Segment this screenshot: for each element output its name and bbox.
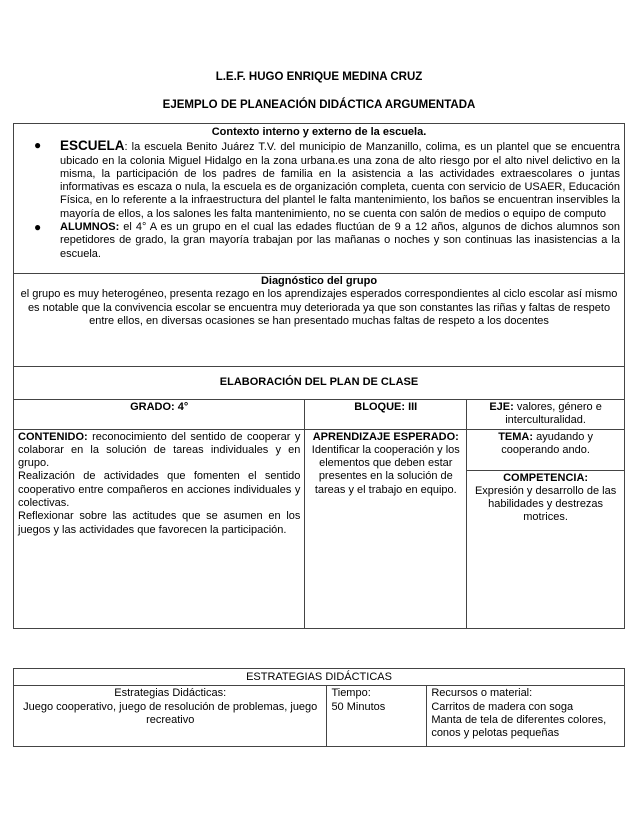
time-cell <box>327 686 427 747</box>
diagnosis-text: el grupo es muy heterogéneo, presenta rezago en los aprendizajes esperados correspondientes al ciclo escolar así mismo es notable que la convivencia escolar se encuentra muy deteriorada ya que son constantes las riñas y faltas de respeto entre ellos, en diversas ocasiones se han presentado muchas faltas de respeto a los docentes <box>20 288 618 327</box>
resources-title: Recursos o material: <box>431 687 533 700</box>
theme-text: ayudando y cooperando ando. <box>501 430 593 456</box>
diagnosis-title: Diagnóstico del grupo <box>260 275 378 287</box>
bullet-icon: ● <box>34 220 42 235</box>
content-paragraph-2: Realización de actividades que fomenten el sentido cooperativo entre compañeros en acciones individuales y colectivas. <box>18 470 301 510</box>
diagnosis-row <box>14 274 625 367</box>
competence-title: COMPETENCIA: <box>503 471 589 484</box>
strategies-table <box>13 668 625 747</box>
learning-title: APRENDIZAJE ESPERADO: <box>312 430 459 443</box>
students-label: ALUMNOS: <box>60 221 120 234</box>
plan-title: ELABORACIÓN DEL PLAN DE CLASE <box>14 367 625 400</box>
resources-line-2: Manta de tela de diferentes colores, conos y pelotas pequeñas <box>431 713 607 740</box>
strategies-content-row <box>14 686 625 747</box>
context-row <box>14 124 625 274</box>
theme-cell <box>467 429 625 470</box>
strategies-title-row <box>14 669 625 686</box>
planning-table <box>13 123 625 629</box>
axis-text: valores, género e interculturalidad. <box>505 401 602 427</box>
school-label: ESCUELA <box>60 138 125 154</box>
competence-cell <box>467 470 625 628</box>
learning-text: Identificar la cooperación y los elementos que deben estar presentes en la solución de tareas y el trabajo en equipo. <box>311 443 460 496</box>
content-cell <box>14 429 305 628</box>
content-paragraph-3: Reflexionar sobre las actitudes que se asumen en los juegos y las actividades que favorecen la participación. <box>18 510 301 536</box>
plan-title-row <box>14 367 625 400</box>
axis-label: EJE: <box>489 401 514 413</box>
resources-line-1: Carritos de madera con soga <box>431 700 574 713</box>
document-title: EJEMPLO DE PLANEACIÓN DIDÁCTICA ARGUMENTADA <box>162 99 476 111</box>
strategies-title: ESTRATEGIAS DIDÁCTICAS <box>14 669 625 686</box>
time-text: 50 Minutos <box>331 700 386 713</box>
school-text: : la escuela Benito Juárez T.V. del municipio de Manzanillo, colima, es un plantel que se encuentra ubicado en la colonia Miguel Hidalgo en la zona urbana.es una zona de alto riesgo por el alto nivel delictivo en la misma, la participación de los padres de familia en la asistencia a las actividades extraescolares o juntas informativas es escaza o nula, la escuela es de organización completa, cuenta con servicio de USAER, Educación Física, en lo referente a la infraestructura del plantel le falta mantenimiento, los baños se encuentran inservibles la mayoría de ellos, a los salones les falta mantenimiento, no se cuenta con salón de medios o equipo de computo <box>60 141 620 220</box>
competence-text: Expresión y desarrollo de las habilidades y destrezas motrices. <box>474 484 617 524</box>
strategies-cell <box>14 686 327 747</box>
context-cell <box>14 124 625 274</box>
document-author: L.E.F. HUGO ENRIQUE MEDINA CRUZ <box>215 71 423 83</box>
grade-row <box>14 400 625 430</box>
school-item <box>34 138 620 221</box>
learning-cell <box>305 429 467 628</box>
strategies-col-text: Juego cooperativo, juego de resolución de problemas, juego recreativo <box>23 700 318 726</box>
axis-cell <box>467 400 625 430</box>
time-title: Tiempo: <box>331 687 371 700</box>
content-text: reconocimiento del sentido de cooperar y colaborar en la solución de tareas individuales y en grupo. <box>18 430 301 470</box>
students-text: el 4° A es un grupo en el cual las edades fluctúan de 9 a 12 años, algunos de dichos alumnos son repetidores de grado, la gran mayoría trabajan por las mañanas o noches y son continuas las inasistencias a la escuela. <box>60 221 620 260</box>
students-item <box>34 220 620 261</box>
resources-cell <box>427 686 625 747</box>
diagnosis-cell <box>14 274 625 367</box>
strategies-col-title: Estrategias Didácticas: <box>114 687 227 700</box>
theme-label: TEMA: <box>498 430 534 443</box>
context-list <box>18 139 620 261</box>
content-row <box>14 429 625 470</box>
block-cell: BLOQUE: III <box>305 400 467 430</box>
context-title: Contexto interno y externo de la escuela. <box>211 126 427 138</box>
content-label: CONTENIDO: <box>18 430 88 443</box>
bullet-icon: ● <box>34 138 42 153</box>
grade-cell: GRADO: 4° <box>14 400 305 430</box>
